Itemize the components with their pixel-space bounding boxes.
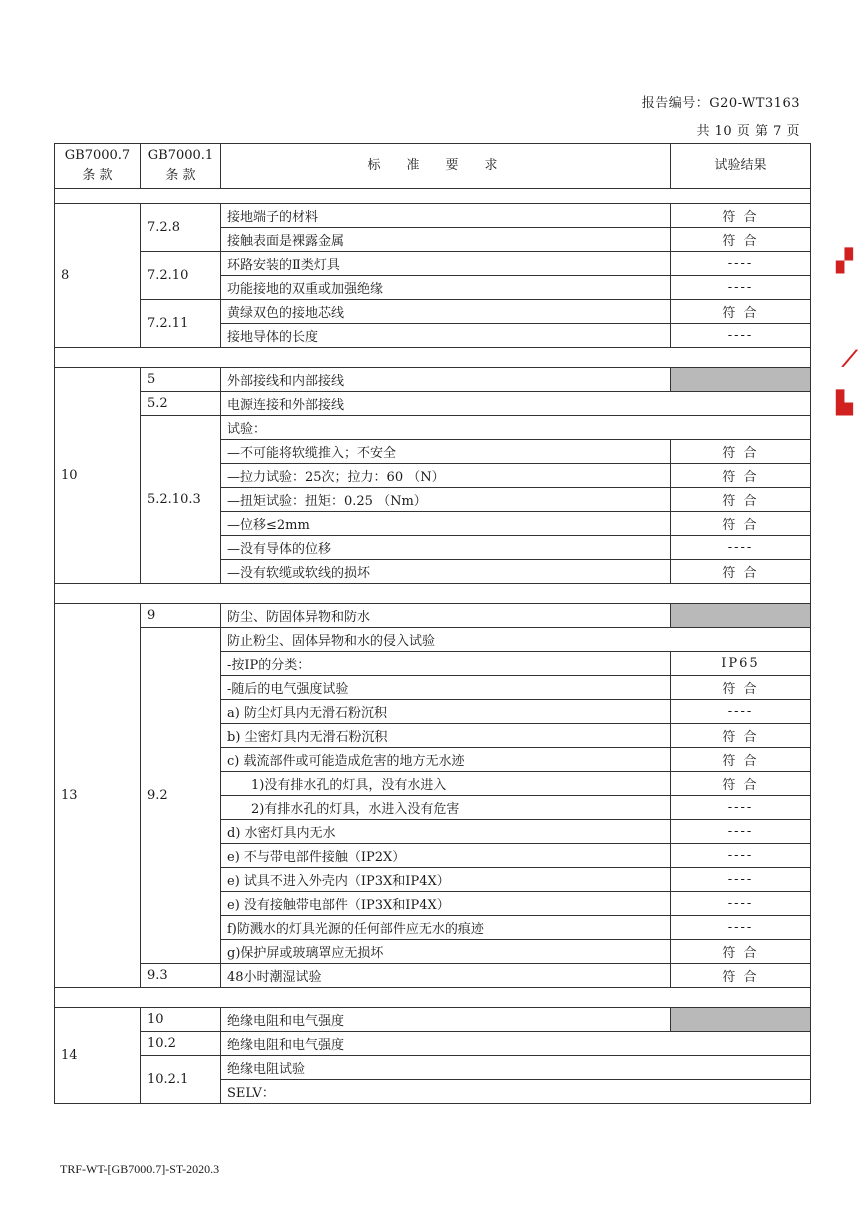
header-gb7000-1-label: GB7000.1: [147, 148, 214, 163]
result-cell: ----: [671, 820, 811, 844]
header-gb7000-7-label: GB7000.7: [64, 148, 131, 163]
requirement-text: 环路安装的Ⅱ类灯具: [227, 258, 340, 273]
gb7000-1-clause-cell: 7.2.11: [141, 300, 221, 348]
gb7000-1-clause-cell: 7.2.8: [141, 204, 221, 252]
gb7000-1-clause-cell: 5: [141, 368, 221, 392]
requirement-cell: [221, 652, 671, 676]
requirement-text: —位移≤2mm: [227, 518, 310, 533]
requirement-text: 试验：: [227, 422, 267, 437]
header-gb7000-1-clause: [141, 144, 221, 189]
result-cell: 符 合: [671, 204, 811, 228]
shaded-result-cell: [671, 368, 811, 392]
table-row: [55, 300, 811, 324]
header-gb7000-7-clause: [55, 144, 141, 189]
spacer-cell: [55, 584, 811, 604]
section-spacer-row: [55, 584, 811, 604]
table-row: [55, 964, 811, 988]
requirement-cell: [221, 512, 671, 536]
spacer-cell: [55, 348, 811, 368]
result-cell: ----: [671, 916, 811, 940]
requirement-text: g)保护屏或玻璃罩应无损坏: [227, 946, 384, 961]
result-cell: ----: [671, 252, 811, 276]
result-cell: ----: [671, 892, 811, 916]
result-cell: 符 合: [671, 964, 811, 988]
result-cell: 符 合: [671, 560, 811, 584]
result-cell: 符 合: [671, 940, 811, 964]
requirement-cell: [221, 964, 671, 988]
requirement-cell: [221, 892, 671, 916]
result-cell: 符 合: [671, 748, 811, 772]
table-row: [55, 416, 811, 440]
result-cell: 符 合: [671, 228, 811, 252]
gb7000-7-clause-cell: 13: [55, 604, 141, 988]
requirement-text: -按IP的分类：: [227, 658, 311, 673]
gb7000-1-clause-cell: 10.2: [141, 1032, 221, 1056]
requirement-cell: [221, 1032, 811, 1056]
result-cell: 符 合: [671, 300, 811, 324]
result-cell: 符 合: [671, 440, 811, 464]
header-standard-requirement: [221, 144, 671, 189]
requirement-cell: [221, 676, 671, 700]
table-row: [55, 368, 811, 392]
requirement-text: c) 载流部件或可能造成危害的地方无水迹: [227, 754, 465, 769]
table-row: [55, 392, 811, 416]
requirement-text: -随后的电气强度试验: [227, 682, 349, 697]
requirement-cell: [221, 464, 671, 488]
gb7000-7-clause-cell: 8: [55, 204, 141, 348]
shaded-result-cell: [671, 604, 811, 628]
result-cell: ----: [671, 276, 811, 300]
header-clause-label: 条 款: [82, 168, 113, 183]
requirement-cell: [221, 700, 671, 724]
requirement-cell: [221, 536, 671, 560]
requirement-cell: [221, 228, 671, 252]
requirement-cell: [221, 300, 671, 324]
requirement-text: 防止粉尘、固体异物和水的侵入试验: [227, 634, 436, 649]
requirement-text: 接触表面是裸露金属: [227, 234, 345, 249]
result-cell: 符 合: [671, 512, 811, 536]
requirement-text: e) 试具不进入外壳内（IP3X和IP4X）: [227, 874, 450, 889]
requirement-text: 接地端子的材料: [227, 210, 319, 225]
gb7000-7-clause-cell: 14: [55, 1008, 141, 1104]
requirement-text: 1)没有排水孔的灯具，没有水进入: [251, 778, 447, 793]
requirement-cell: [221, 772, 671, 796]
requirement-cell: [221, 560, 671, 584]
table-row: [55, 252, 811, 276]
result-cell: ----: [671, 796, 811, 820]
result-cell: IP65: [671, 652, 811, 676]
seal-fragment-3: ▙: [836, 390, 853, 416]
header-standard-requirement-label: 标准要求: [367, 158, 524, 173]
result-cell: 符 合: [671, 464, 811, 488]
table-header-row: [55, 144, 811, 189]
gb7000-1-clause-cell: 9: [141, 604, 221, 628]
requirement-cell: [221, 368, 671, 392]
requirement-text: 绝缘电阻试验: [227, 1062, 306, 1077]
requirement-text: b) 尘密灯具内无滑石粉沉积: [227, 730, 388, 745]
table-row: [55, 1008, 811, 1032]
page-info: 共 10 页 第 7 页: [696, 124, 800, 139]
standard-requirements-table: [54, 143, 811, 1104]
requirement-cell: [221, 416, 811, 440]
requirement-text: 2)有排水孔的灯具，水进入没有危害: [251, 802, 460, 817]
requirement-text: 绝缘电阻和电气强度: [227, 1014, 345, 1029]
gb7000-1-clause-cell: 5.2: [141, 392, 221, 416]
requirement-text: 黄绿双色的接地芯线: [227, 306, 345, 321]
section-spacer-row: [55, 348, 811, 368]
requirement-text: —不可能将软缆推入；不安全: [227, 446, 397, 461]
requirement-cell: [221, 1056, 811, 1080]
gb7000-1-clause-cell: 9.3: [141, 964, 221, 988]
requirement-cell: [221, 916, 671, 940]
requirement-cell: [221, 252, 671, 276]
requirement-cell: [221, 748, 671, 772]
requirement-cell: [221, 820, 671, 844]
seal-fragment-2: ⟋: [842, 346, 858, 372]
gb7000-1-clause-cell: 7.2.10: [141, 252, 221, 300]
requirement-cell: [221, 204, 671, 228]
requirement-cell: [221, 796, 671, 820]
requirement-text: e) 没有接触带电部件（IP3X和IP4X）: [227, 898, 450, 913]
requirement-cell: [221, 724, 671, 748]
requirement-text: 接地导体的长度: [227, 330, 319, 345]
red-seal-stamp: [836, 238, 860, 438]
result-cell: ----: [671, 868, 811, 892]
requirement-cell: [221, 628, 811, 652]
requirement-text: —拉力试验：25次；拉力：60 （N）: [227, 470, 445, 485]
requirement-text: 功能接地的双重或加强绝缘: [227, 282, 384, 297]
seal-fragment-1: ▞: [836, 248, 853, 274]
table-row: [55, 1032, 811, 1056]
result-cell: ----: [671, 844, 811, 868]
table-row: [55, 1056, 811, 1080]
requirement-text: 电源连接和外部接线: [227, 398, 345, 413]
requirement-cell: [221, 1008, 671, 1032]
result-cell: ----: [671, 324, 811, 348]
requirement-cell: [221, 868, 671, 892]
table-body: [55, 189, 811, 1104]
result-cell: 符 合: [671, 676, 811, 700]
requirement-cell: [221, 1080, 811, 1104]
requirement-text: —没有导体的位移: [227, 542, 332, 557]
spacer-cell: [55, 189, 811, 204]
result-cell: 符 合: [671, 724, 811, 748]
requirement-cell: [221, 604, 671, 628]
table-row: [55, 204, 811, 228]
requirement-cell: [221, 324, 671, 348]
requirement-cell: [221, 844, 671, 868]
spacer-cell: [55, 988, 811, 1008]
requirement-text: a) 防尘灯具内无滑石粉沉积: [227, 706, 387, 721]
result-cell: 符 合: [671, 772, 811, 796]
table-row: [55, 628, 811, 652]
requirement-text: 48小时潮湿试验: [227, 970, 322, 985]
shaded-result-cell: [671, 1008, 811, 1032]
requirement-text: e) 不与带电部件接触（IP2X）: [227, 850, 406, 865]
table-row: [55, 604, 811, 628]
requirement-text: d) 水密灯具内无水: [227, 826, 336, 841]
requirement-text: 外部接线和内部接线: [227, 374, 345, 389]
header-test-result: 试验结果: [671, 144, 811, 189]
section-spacer-row: [55, 988, 811, 1008]
header-clause-label: 条 款: [165, 168, 196, 183]
requirement-text: 绝缘电阻和电气强度: [227, 1038, 345, 1053]
result-cell: ----: [671, 700, 811, 724]
requirement-text: f)防溅水的灯具光源的任何部件应无水的痕迹: [227, 922, 484, 937]
requirement-text: —没有软缆或软线的损坏: [227, 566, 371, 581]
gb7000-1-clause-cell: 10.2.1: [141, 1056, 221, 1104]
requirement-text: 防尘、防固体异物和防水: [227, 610, 371, 625]
requirement-cell: [221, 276, 671, 300]
gb7000-1-clause-cell: 10: [141, 1008, 221, 1032]
report-number: 报告编号：G20-WT3163: [641, 96, 800, 111]
gb7000-7-clause-cell: 10: [55, 368, 141, 584]
requirement-text: —扭矩试验：扭矩：0.25 （Nm）: [227, 494, 427, 509]
requirement-cell: [221, 392, 811, 416]
section-spacer-row: [55, 189, 811, 204]
form-code-footer: TRF-WT-[GB7000.7]-ST-2020.3: [60, 1162, 220, 1176]
requirement-cell: [221, 940, 671, 964]
requirement-text: SELV：: [227, 1086, 275, 1101]
requirement-cell: [221, 440, 671, 464]
result-cell: ----: [671, 536, 811, 560]
requirement-cell: [221, 488, 671, 512]
result-cell: 符 合: [671, 488, 811, 512]
gb7000-1-clause-cell: 5.2.10.3: [141, 416, 221, 584]
gb7000-1-clause-cell: 9.2: [141, 628, 221, 964]
